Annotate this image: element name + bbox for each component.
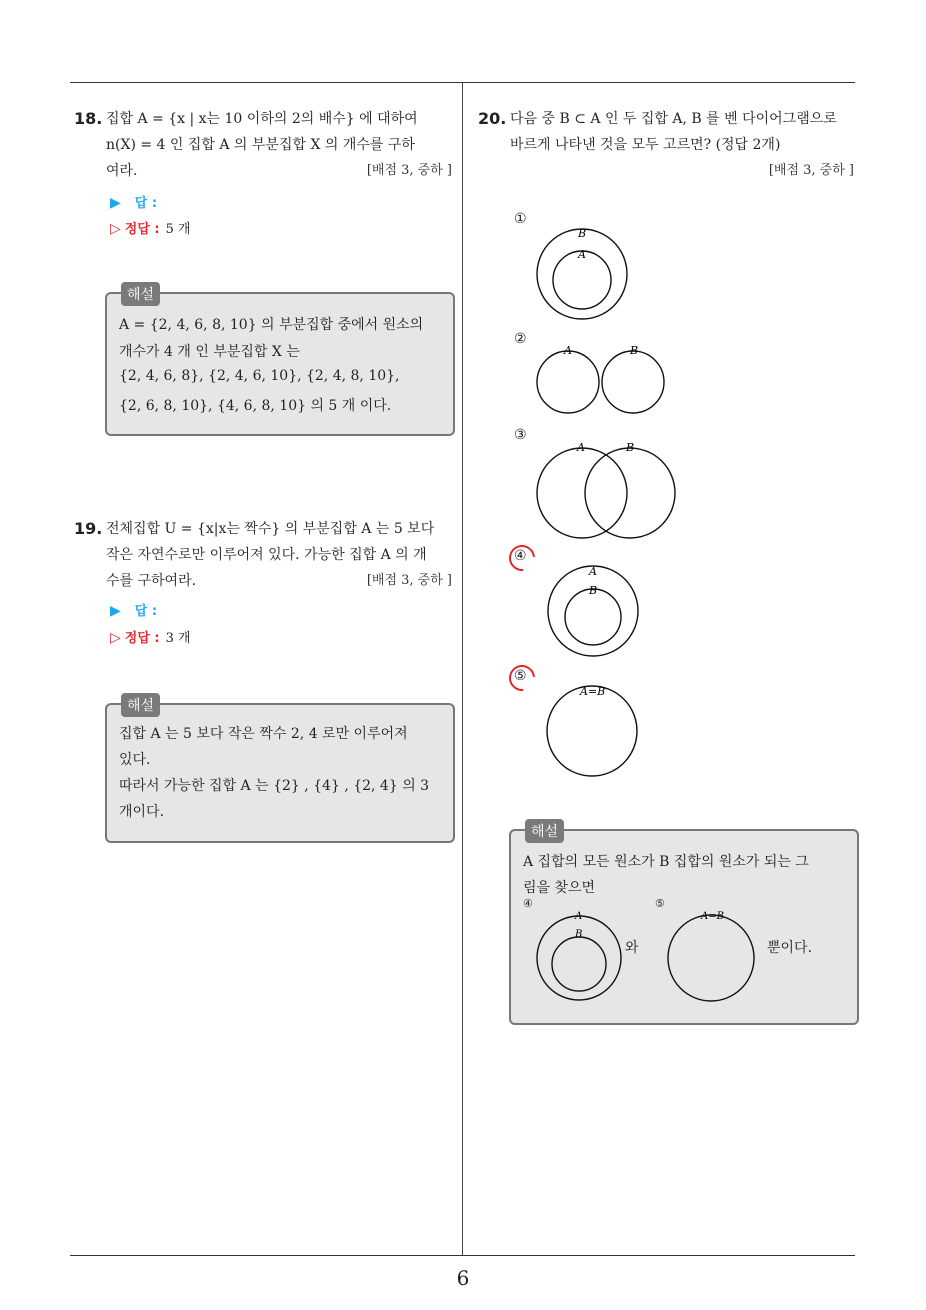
option-2-mark: ②: [514, 331, 527, 347]
solution-line: {2, 4, 6, 8}, {2, 4, 6, 10}, {2, 4, 8, 10},: [119, 368, 400, 384]
solution-venn-nested: [529, 903, 629, 1003]
solution-connector: 와: [625, 940, 639, 956]
solution-box: [105, 287, 455, 436]
question-text-line: 여라.: [106, 163, 138, 179]
score-info: [배점 3, 중하 ]: [366, 573, 452, 588]
solution-box: [509, 824, 859, 1025]
solution-line: 개수가 4 개 인 부분집합 X 는: [119, 344, 300, 360]
question-number: 20.: [478, 109, 507, 128]
bottom-rule: [70, 1255, 855, 1256]
answer-label: 답 :: [134, 604, 158, 619]
inner-label: A: [578, 248, 586, 261]
solution-figure-mark: ④: [523, 897, 533, 910]
solution-line: 림을 찾으면: [523, 880, 596, 896]
solution-box: [105, 698, 455, 843]
answer-marker-icon: ▶: [110, 603, 121, 619]
equal-label: A=B: [580, 685, 606, 698]
solution-ending: 뿐이다.: [767, 940, 813, 956]
venn-diagram-option-1: [528, 222, 638, 322]
inner-label: B: [589, 584, 598, 597]
question-18: [74, 106, 456, 186]
correct-marker-icon: ▷: [110, 221, 121, 237]
page-number: 6: [456, 1266, 470, 1290]
inner-label: B: [575, 929, 583, 940]
venn-diagram-option-5: [538, 682, 648, 782]
score-info: [배점 3, 중하 ]: [366, 163, 452, 178]
correct-answer-value: 3 개: [165, 631, 191, 646]
correct-answer-label: 정답 :: [124, 222, 160, 237]
solution-tag: 해설: [121, 693, 160, 717]
equal-label: A=B: [701, 911, 724, 922]
question-number: 19.: [74, 519, 103, 538]
question-text-line: 전체집합 U = {x|x는 짝수} 의 부분집합 A 는 5 보다: [106, 521, 435, 537]
correct-answer-label: 정답 :: [124, 631, 160, 646]
outer-label: B: [578, 227, 587, 240]
solution-tag: 해설: [121, 282, 160, 306]
right-label: B: [630, 344, 639, 357]
question-text-line: 수를 구하여라.: [106, 573, 197, 589]
answer-row: [110, 192, 157, 211]
left-label: A: [564, 344, 572, 357]
answer-marker-icon: ▶: [110, 195, 121, 211]
solution-line: {2, 6, 8, 10}, {4, 6, 8, 10} 의 5 개 이다.: [119, 398, 392, 414]
question-20: [478, 106, 858, 186]
correct-answer-value: 5 개: [165, 222, 191, 237]
outer-label: A: [575, 911, 583, 922]
question-text-line: 다음 중 B ⊂ A 인 두 집합 A, B 를 벤 다이어그램으로: [510, 111, 837, 127]
option-3-mark: ③: [514, 427, 527, 443]
solution-line: 개이다.: [119, 804, 165, 820]
correct-marker-icon: ▷: [110, 630, 121, 646]
solution-line: 따라서 가능한 집합 A 는 {2} , {4} , {2, 4} 의 3: [119, 778, 430, 794]
outer-label: A: [589, 565, 597, 578]
correct-answer-row: [110, 218, 191, 237]
option-1-mark: ①: [514, 211, 527, 227]
question-text-line: n(X) = 4 인 집합 A 의 부분집합 X 의 개수를 구하: [106, 137, 415, 153]
solution-venn-equal: [663, 903, 763, 1003]
solution-tag: 해설: [525, 819, 564, 843]
solution-line: 집합 A 는 5 보다 작은 짝수 2, 4 로만 이루어져: [119, 726, 408, 742]
question-number: 18.: [74, 109, 103, 128]
right-label: B: [626, 441, 635, 454]
column-divider: [462, 83, 463, 1256]
answer-label: 답 :: [134, 196, 158, 211]
option-4-mark: ④: [514, 548, 527, 564]
score-info: [배점 3, 중하 ]: [768, 163, 854, 178]
venn-diagram-option-3: [530, 438, 690, 542]
solution-figure-mark: ⑤: [655, 897, 665, 910]
venn-diagram-option-2: [530, 340, 670, 420]
question-text-line: 작은 자연수로만 이루어져 있다. 가능한 집합 A 의 개: [106, 547, 427, 563]
question-19: [74, 516, 456, 596]
solution-line: 있다.: [119, 752, 151, 768]
left-label: A: [577, 441, 585, 454]
question-text-line: 집합 A = {x | x는 10 이하의 2의 배수} 에 대하여: [106, 111, 418, 127]
solution-line: A 집합의 모든 원소가 B 집합의 원소가 되는 그: [523, 854, 809, 870]
question-text-line: 바르게 나타낸 것을 모두 고르면? (정답 2개): [510, 137, 781, 153]
solution-line: A = {2, 4, 6, 8, 10} 의 부분집합 중에서 원소의: [119, 317, 424, 333]
venn-diagram-option-4: [538, 562, 648, 666]
option-5-mark: ⑤: [514, 668, 527, 684]
answer-row: [110, 600, 157, 619]
correct-answer-row: [110, 627, 191, 646]
